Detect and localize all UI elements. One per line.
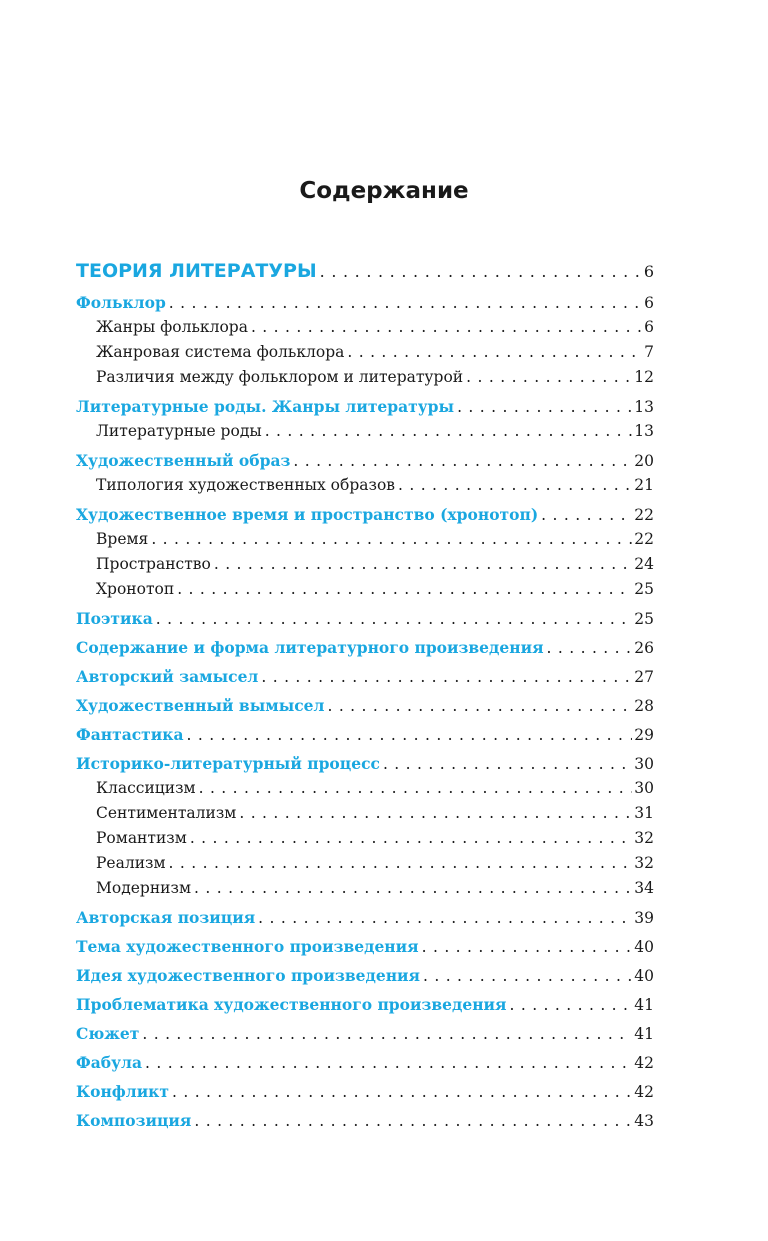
toc-entry-page-number: 41 <box>634 1025 654 1043</box>
toc-entry-title: Тема художественного произведения <box>76 937 419 956</box>
toc-entry-title: Фабула <box>76 1053 142 1072</box>
toc-entry-title: Авторский замысел <box>76 667 259 686</box>
toc-entry-page-number: 41 <box>634 996 654 1014</box>
toc-chapter-entry[interactable] <box>76 1108 654 1133</box>
toc-chapter-entry[interactable] <box>76 751 654 776</box>
toc-entry-page-number: 34 <box>634 879 654 897</box>
toc-subsection-entry[interactable] <box>76 315 654 340</box>
toc-entry-page-number: 22 <box>634 530 654 548</box>
toc-dot-leader <box>194 876 632 901</box>
toc-chapter-entry[interactable] <box>76 992 654 1017</box>
toc-dot-leader <box>251 315 642 340</box>
toc-entry-title: Художественное время и пространство (хронотоп) <box>76 505 539 524</box>
toc-chapter-entry[interactable] <box>76 502 654 527</box>
toc-dot-leader <box>172 1080 632 1104</box>
toc-dot-leader <box>151 527 632 552</box>
toc-chapter-entry[interactable] <box>76 606 654 631</box>
toc-entry-title: Романтизм <box>96 829 187 847</box>
toc-subsection-entry[interactable] <box>76 365 654 390</box>
toc-subsection-entry[interactable] <box>76 851 654 876</box>
toc-entry-title: Литературные роды <box>96 422 262 440</box>
toc-chapter-entry[interactable] <box>76 1021 654 1046</box>
toc-dot-leader <box>327 694 632 718</box>
toc-entry-page-number: 30 <box>634 779 654 797</box>
toc-dot-leader <box>142 1022 632 1046</box>
toc-entry-page-number: 24 <box>634 555 654 573</box>
toc-entry-page-number: 31 <box>634 804 654 822</box>
toc-dot-leader <box>214 552 632 577</box>
toc-dot-leader <box>547 636 633 660</box>
toc-dot-leader <box>169 851 633 876</box>
toc-dot-leader <box>383 752 632 776</box>
toc-dot-leader <box>194 1109 632 1133</box>
toc-entry-page-number: 29 <box>634 726 654 744</box>
toc-section-heading[interactable] <box>76 256 654 286</box>
toc-entry-title: Классицизм <box>96 779 196 797</box>
toc-entry-page-number: 21 <box>634 476 654 494</box>
toc-entry-title: Жанровая система фольклора <box>96 343 345 361</box>
toc-entry-page-number: 6 <box>643 262 654 281</box>
toc-entry-page-number: 40 <box>634 967 654 985</box>
toc-entry-page-number: 25 <box>634 610 654 628</box>
toc-entry-title: Композиция <box>76 1111 192 1130</box>
toc-entry-page-number: 25 <box>634 580 654 598</box>
toc-chapter-entry[interactable] <box>76 1050 654 1075</box>
toc-entry-title: Проблематика художественного произведения <box>76 995 507 1014</box>
toc-chapter-entry[interactable] <box>76 1079 654 1104</box>
toc-entry-title: Время <box>96 530 149 548</box>
toc-entry-title: Содержание и форма литературного произведения <box>76 638 544 657</box>
toc-chapter-entry[interactable] <box>76 664 654 689</box>
toc-entry-page-number: 42 <box>634 1054 654 1072</box>
toc-subsection-entry[interactable] <box>76 876 654 901</box>
toc-dot-leader <box>422 935 633 959</box>
toc-entry-page-number: 22 <box>634 506 654 524</box>
toc-entry-title: Типология художественных образов <box>96 476 395 494</box>
toc-entry-page-number: 6 <box>644 318 654 336</box>
toc-chapter-entry[interactable] <box>76 290 654 315</box>
toc-entry-page-number: 20 <box>634 452 654 470</box>
toc-entry-page-number: 7 <box>644 343 654 361</box>
toc-entry-title: Поэтика <box>76 609 153 628</box>
toc-dot-leader <box>239 801 632 826</box>
toc-chapter-entry[interactable] <box>76 635 654 660</box>
toc-subsection-entry[interactable] <box>76 801 654 826</box>
table-of-contents <box>76 256 654 1133</box>
toc-entry-title: Литературные роды. Жанры литературы <box>76 397 455 416</box>
toc-subsection-entry[interactable] <box>76 552 654 577</box>
toc-entry-page-number: 32 <box>634 854 654 872</box>
toc-entry-page-number: 27 <box>634 668 654 686</box>
toc-subsection-entry[interactable] <box>76 577 654 602</box>
toc-chapter-entry[interactable] <box>76 722 654 747</box>
toc-dot-leader <box>320 257 642 286</box>
toc-dot-leader <box>177 577 632 602</box>
toc-subsection-entry[interactable] <box>76 776 654 801</box>
toc-entry-title: Хронотоп <box>96 580 175 598</box>
toc-entry-title: Художественный вымысел <box>76 696 325 715</box>
toc-entry-page-number: 13 <box>634 398 654 416</box>
toc-entry-page-number: 12 <box>634 368 654 386</box>
toc-entry-title: Сентиментализм <box>96 804 237 822</box>
toc-dot-leader <box>466 365 632 390</box>
toc-entry-page-number: 42 <box>634 1083 654 1101</box>
toc-dot-leader <box>347 340 642 365</box>
toc-dot-leader <box>541 503 632 527</box>
toc-dot-leader <box>261 665 632 689</box>
toc-dot-leader <box>187 723 633 747</box>
toc-entry-title: Различия между фольклором и литературой <box>96 368 464 386</box>
toc-entry-title: ТЕОРИЯ ЛИТЕРАТУРЫ <box>76 260 317 282</box>
toc-dot-leader <box>156 607 633 631</box>
toc-dot-leader <box>293 449 632 473</box>
toc-chapter-entry[interactable] <box>76 905 654 930</box>
toc-chapter-entry[interactable] <box>76 394 654 419</box>
toc-chapter-entry[interactable] <box>76 693 654 718</box>
toc-dot-leader <box>510 993 633 1017</box>
toc-entry-page-number: 26 <box>634 639 654 657</box>
toc-entry-title: Пространство <box>96 555 211 573</box>
toc-subsection-entry[interactable] <box>76 527 654 552</box>
toc-subsection-entry[interactable] <box>76 419 654 444</box>
toc-dot-leader <box>169 291 642 315</box>
toc-dot-leader <box>190 826 632 851</box>
toc-entry-title: Художественный образ <box>76 451 291 470</box>
toc-dot-leader <box>199 776 633 801</box>
toc-entry-title: Модернизм <box>96 879 192 897</box>
toc-entry-title: Жанры фольклора <box>96 318 248 336</box>
toc-entry-title: Авторская позиция <box>76 908 256 927</box>
toc-entry-page-number: 13 <box>634 422 654 440</box>
toc-subsection-entry[interactable] <box>76 826 654 851</box>
toc-entry-title: Сюжет <box>76 1024 140 1043</box>
toc-entry-title: Фольклор <box>76 293 166 312</box>
toc-entry-page-number: 30 <box>634 755 654 773</box>
page-title: Содержание <box>299 178 469 204</box>
toc-subsection-entry[interactable] <box>76 340 654 365</box>
toc-entry-page-number: 40 <box>634 938 654 956</box>
toc-entry-page-number: 32 <box>634 829 654 847</box>
toc-entry-page-number: 39 <box>634 909 654 927</box>
toc-dot-leader <box>398 473 632 498</box>
toc-entry-page-number: 6 <box>644 294 654 312</box>
toc-dot-leader <box>457 395 632 419</box>
toc-entry-page-number: 28 <box>634 697 654 715</box>
toc-entry-title: Реализм <box>96 854 166 872</box>
toc-entry-title: Конфликт <box>76 1082 169 1101</box>
toc-chapter-entry[interactable] <box>76 934 654 959</box>
toc-dot-leader <box>258 906 632 930</box>
toc-entry-title: Фантастика <box>76 725 184 744</box>
toc-chapter-entry[interactable] <box>76 963 654 988</box>
toc-chapter-entry[interactable] <box>76 448 654 473</box>
toc-entry-page-number: 43 <box>634 1112 654 1130</box>
toc-dot-leader <box>145 1051 632 1075</box>
toc-dot-leader <box>265 419 633 444</box>
toc-entry-title: Идея художественного произведения <box>76 966 420 985</box>
toc-entry-title: Историко-литературный процесс <box>76 754 380 773</box>
toc-subsection-entry[interactable] <box>76 473 654 498</box>
toc-dot-leader <box>423 964 632 988</box>
